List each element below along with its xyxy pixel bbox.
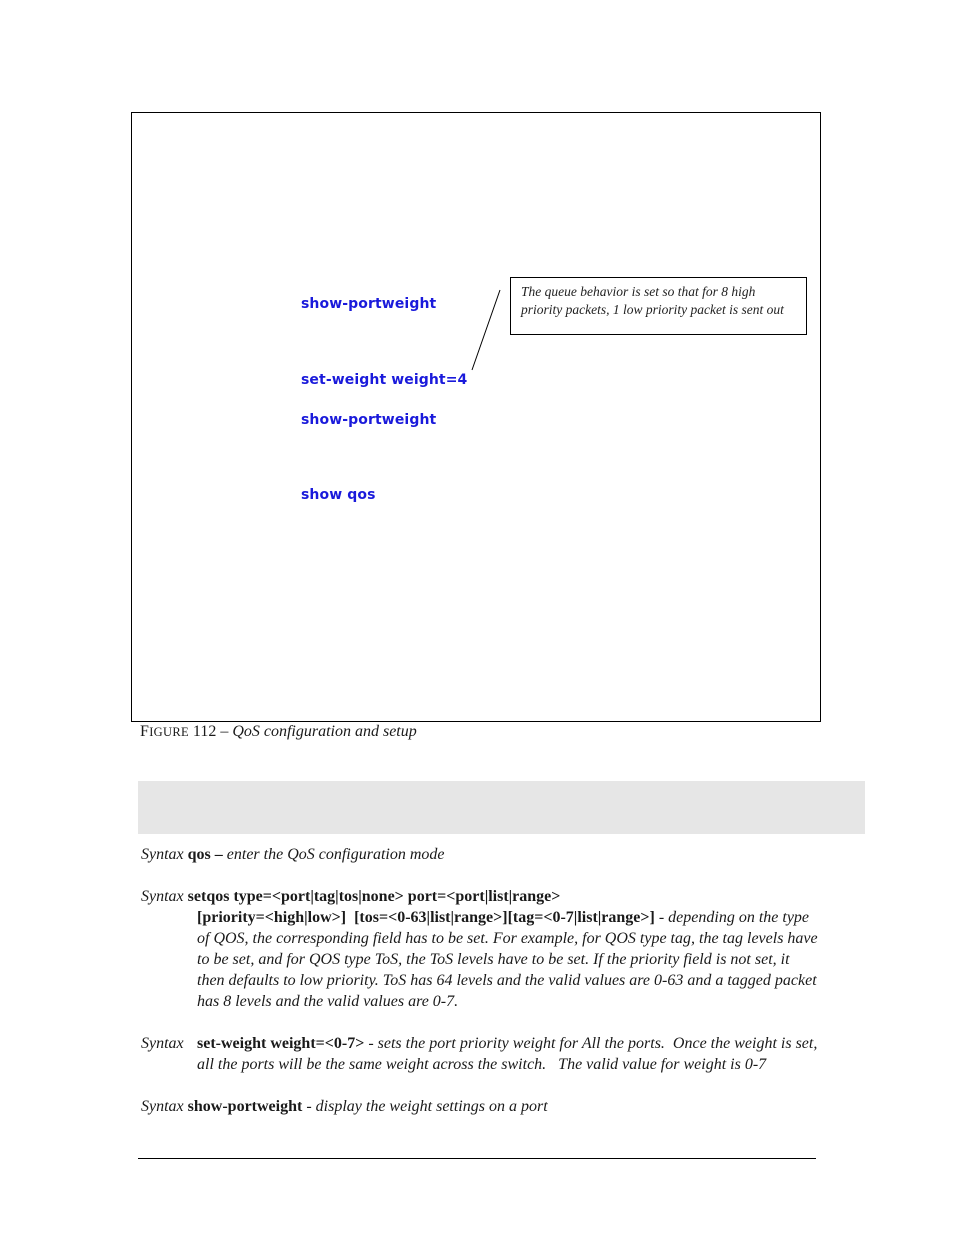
syntax-description: enter the QoS configuration mode	[226, 846, 445, 863]
syntax-description-lead: -	[658, 909, 665, 926]
caption-label: FIGURE	[140, 723, 189, 740]
caption-number: 112	[192, 723, 217, 740]
caption-dash: –	[220, 723, 229, 740]
syntax-description: depending on the type of QOS, the corresponding field has to be set. For example, for QOS type tag, the tag levels have to be set, and for QOS type ToS, the ToS levels have to be set. If the priority field is not set, it then defaults to low priority. ToS has 64 levels and the valid values are 0-63 and a tagged packet has 8 levels and the valid values are 0-7.	[197, 909, 818, 1010]
figure-caption	[140, 723, 417, 741]
caption-text: QoS configuration and setup	[232, 723, 417, 740]
command-set-weight: set-weight weight=4	[301, 372, 468, 388]
syntax-line-1	[141, 886, 821, 907]
syntax-description: - display the weight settings on a port	[306, 1098, 548, 1115]
syntax-entry-qos	[141, 844, 841, 865]
callout-note: The queue behavior is set so that for 8 high priority packets, 1 low priority packet is sent out	[510, 277, 807, 335]
syntax-paragraph	[141, 1033, 821, 1075]
command-show-portweight-1: show-portweight	[301, 296, 437, 312]
syntax-keyword: Syntax	[141, 1035, 184, 1052]
syntax-command: set-weight weight=<0-7>	[197, 1035, 365, 1052]
figure-frame	[131, 112, 821, 722]
syntax-continuation	[141, 907, 821, 1012]
syntax-command-line-2: [priority=<high|low>] [tos=<0-63|list|range>][tag=<0-7|list|range>]	[197, 909, 655, 926]
syntax-keyword: Syntax	[141, 846, 184, 863]
syntax-entry-setqos	[141, 886, 821, 1012]
syntax-description: - sets the port priority weight for All the ports. Once the weight is set, all the ports will be the same weight across the switch. The valid value for weight is 0-7	[197, 1035, 822, 1073]
syntax-keyword: Syntax	[141, 1098, 184, 1115]
syntax-command-line-1: setqos type=<port|tag|tos|none> port=<port|list|range>	[187, 888, 561, 905]
callout-connector-line	[468, 288, 504, 372]
syntax-entry-set-weight	[141, 1033, 821, 1075]
section-band	[138, 781, 865, 834]
command-show-qos: show qos	[301, 487, 376, 503]
command-show-portweight-2: show-portweight	[301, 412, 437, 428]
syntax-command: qos –	[187, 846, 223, 863]
footer-divider	[138, 1158, 816, 1159]
syntax-command: show-portweight	[187, 1098, 303, 1115]
syntax-keyword: Syntax	[141, 888, 184, 905]
syntax-entry-show-portweight	[141, 1096, 841, 1117]
